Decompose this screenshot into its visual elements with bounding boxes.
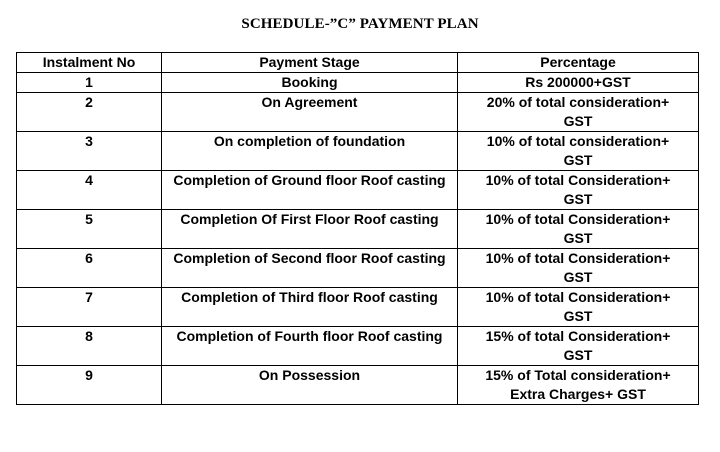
table-row (17, 132, 699, 171)
percentage-cell: 10% of total consideration+ GST (458, 132, 699, 171)
table-row (17, 73, 699, 93)
payment-stage-cell: Completion of Fourth floor Roof casting (162, 327, 458, 366)
payment-stage-cell: Completion of Second floor Roof casting (162, 249, 458, 288)
payment-stage-cell: On completion of foundation (162, 132, 458, 171)
payment-stage-cell: Completion Of First Floor Roof casting (162, 210, 458, 249)
percentage-cell: 10% of total Consideration+ GST (458, 288, 699, 327)
instalment-no-cell: 8 (17, 327, 162, 366)
percentage-cell: 10% of total Consideration+ GST (458, 249, 699, 288)
instalment-no-cell: 1 (17, 73, 162, 93)
instalment-no-cell: 3 (17, 132, 162, 171)
instalment-no-cell: 7 (17, 288, 162, 327)
percentage-cell: 10% of total Consideration+ GST (458, 210, 699, 249)
table-header-row (17, 53, 699, 73)
percentage-cell: 15% of total Consideration+ GST (458, 327, 699, 366)
instalment-no-cell: 9 (17, 366, 162, 405)
payment-stage-cell: Booking (162, 73, 458, 93)
instalment-no-cell: 2 (17, 93, 162, 132)
table-row (17, 171, 699, 210)
instalment-no-cell: 4 (17, 171, 162, 210)
table-row (17, 249, 699, 288)
instalment-no-cell: 5 (17, 210, 162, 249)
percentage-cell: 10% of total Consideration+ GST (458, 171, 699, 210)
table-row (17, 366, 699, 405)
payment-stage-cell: Completion of Third floor Roof casting (162, 288, 458, 327)
document-title: SCHEDULE-”C” PAYMENT PLAN (241, 16, 479, 32)
table-row (17, 210, 699, 249)
payment-plan-table (16, 52, 699, 405)
table-row (17, 327, 699, 366)
percentage-cell: Rs 200000+GST (458, 73, 699, 93)
instalment-no-cell: 6 (17, 249, 162, 288)
percentage-cell: 15% of Total consideration+ Extra Charges+ GST (458, 366, 699, 405)
header-payment-stage: Payment Stage (162, 53, 458, 73)
table-row (17, 288, 699, 327)
payment-stage-cell: Completion of Ground floor Roof casting (162, 171, 458, 210)
header-percentage: Percentage (458, 53, 699, 73)
payment-stage-cell: On Possession (162, 366, 458, 405)
payment-stage-cell: On Agreement (162, 93, 458, 132)
percentage-cell: 20% of total consideration+ GST (458, 93, 699, 132)
table-row (17, 93, 699, 132)
header-instalment-no: Instalment No (17, 53, 162, 73)
